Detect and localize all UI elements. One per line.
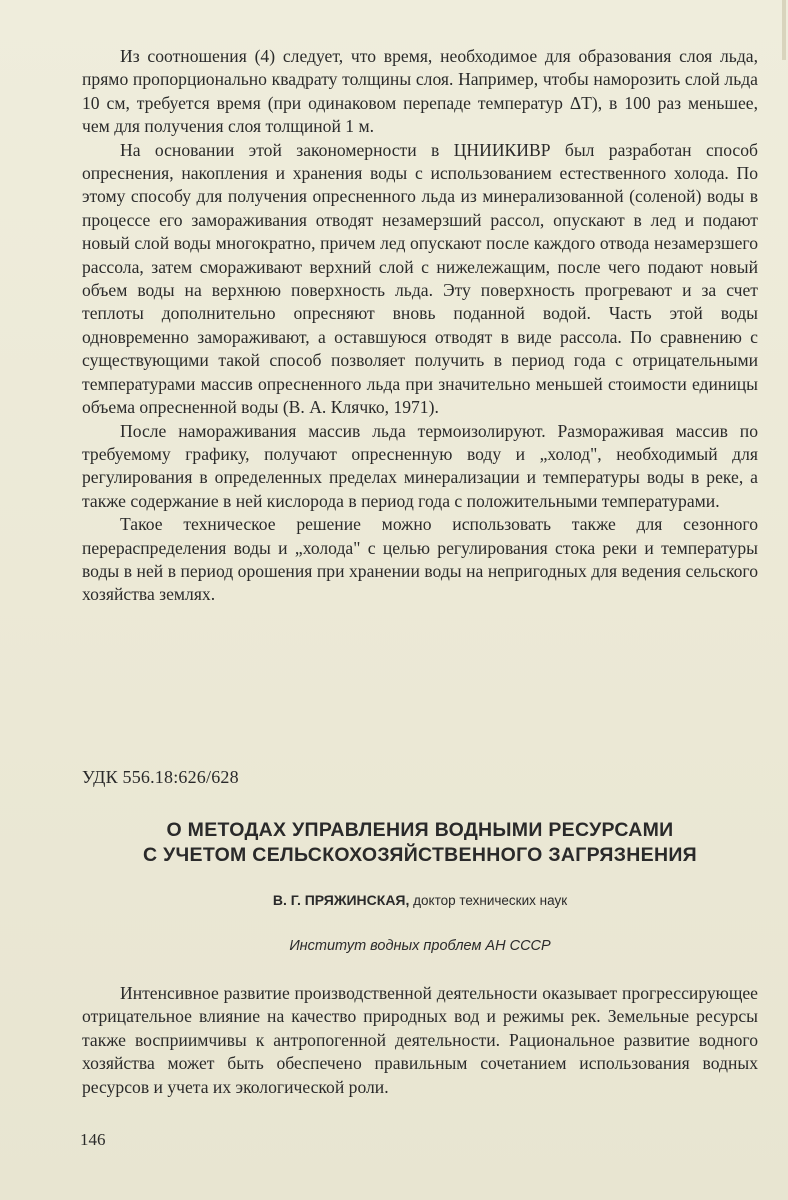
paragraph: Интенсивное развитие производственной деятельности оказывает прогрессирующее отрицательное влияние на качество природных вод и режимы рек. Земельные ресурсы также восприимчивы к антропогенной деятельности. Рациональное развитие водного хозяйства может быть обеспечено правильным сочетанием использования водных ресурсов и учета их экологической роли.: [82, 983, 758, 1097]
page-edge-mark: [782, 0, 786, 60]
author-name: В. Г. ПРЯЖИНСКАЯ,: [272, 892, 410, 908]
continued-text-section: [82, 45, 758, 607]
paragraph: Такое техническое решение можно использовать также для сезонного перераспределения воды и „холода" с целью регулирования стока реки и температуры воды в ней в период орошения при хранении воды на непригодных для ведения сельского хозяйства землях.: [82, 514, 758, 605]
paragraph: Из соотношения (4) следует, что время, необходимое для образования слоя льда, прямо пропорционально квадрату толщины слоя. Например, чтобы наморозить слой льда 10 см, требуется время (при одинаковом перепаде температур ΔT), в 100 раз меньшее, чем для получения слоя толщиной 1 м.: [82, 46, 758, 137]
article-title-line-1: О МЕТОДАХ УПРАВЛЕНИЯ ВОДНЫМИ РЕСУРСАМИ: [166, 819, 674, 841]
article-body: [82, 982, 758, 1099]
paragraph: На основании этой закономерности в ЦНИИКИВР был разработан способ опреснения, накопления и хранения воды с использованием естественного холода. По этому способу для получения опресненного льда из минерализованной (соленой) воды в процессе его замораживания отводят незамерзший рассол, опускают в лед и подают новый слой воды многократно, причем лед опускают после каждого отвода незамерзшего рассола, затем сморaживают верхний слой с нижележащим, после чего подают новый объем воды на верхнюю поверхность льда. Эту поверхность прогревают и за счет теплоты дополнительно опресняют вновь поданной водой. Часть этой воды одновременно замораживают, а оставшуюся отводят в виде рассола. По сравнению с существующими такой способ позволяет получить в период года с отрицательными температурами массив опресненного льда при значительно меньшей стоимости единицы объема опресненной воды (В. А. Клячко, 1971).: [82, 139, 758, 418]
article-title: [82, 818, 758, 868]
article-author: [82, 892, 758, 908]
author-degree: доктор технических наук: [413, 893, 568, 908]
paragraph: После намораживания массив льда термоизолируют. Размораживая массив по требуемому графику, получают опресненную воду и „холод", необходимый для регулирования в определенных пределах минерализации и температуры воды в реке, а также содержание в ней кислорода в период года с положительными температурами.: [82, 420, 758, 511]
author-institute: Институт водных проблем АН СССР: [289, 938, 551, 954]
article-title-line-2: С УЧЕТОМ СЕЛЬСКОХОЗЯЙСТВЕННОГО ЗАГРЯЗНЕНИЯ: [143, 844, 697, 866]
udk-code: УДК 556.18:626/628: [82, 767, 239, 787]
page-number: 146: [80, 1130, 106, 1149]
